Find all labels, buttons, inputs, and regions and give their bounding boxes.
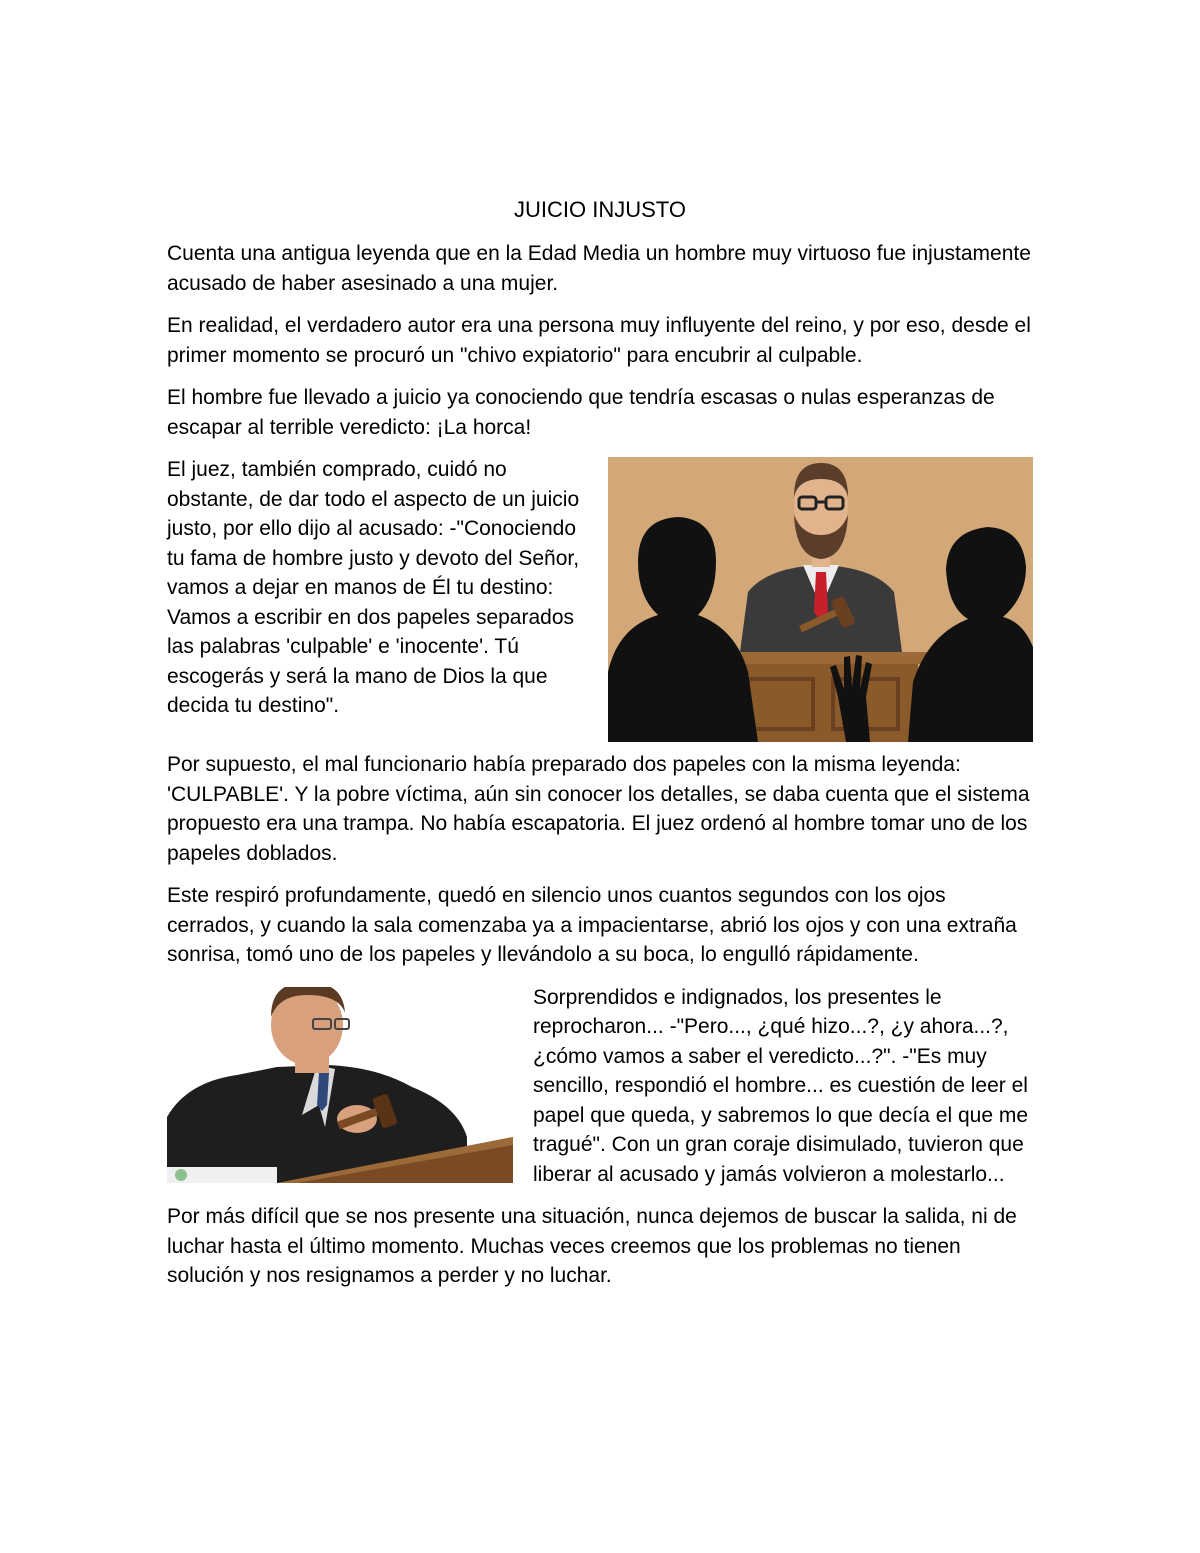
paragraph-8: Por más difícil que se nos presente una situación, nunca dejemos de buscar la salida, ni de luchar hasta el último momento. Muchas veces creemos que los problemas no tienen solución y nos resignamos a perder y no luchar. xyxy=(167,1205,1017,1287)
courtroom-illustration xyxy=(608,457,1033,742)
courtroom-illustration-icon xyxy=(608,457,1033,742)
paragraph-3: El hombre fue llevado a juicio ya conociendo que tendría escasas o nulas esperanzas de escapar al terrible veredicto: ¡La horca! xyxy=(167,386,995,439)
paragraph-4: El juez, también comprado, cuidó no obstante, de dar todo el aspecto de un juicio justo, por ello dijo al acusado: -"Conociendo tu fama de hombre justo y devoto del Señor, vamos a dejar en manos de Él tu destino: Vamos a escribir en dos papeles separados las palabras 'culpable' e 'inocente'. Tú escogerás y será la mano de Dios la que decida tu destino". xyxy=(167,458,580,717)
paragraph-7: Sorprendidos e indignados, los presentes le reprocharon... -"Pero..., ¿qué hizo...?, ¿y ahora...?, ¿cómo vamos a saber el veredicto...?". -"Es muy sencillo, respondió el hombre... es cuestión de leer el papel que queda, y sabremos lo que decía el que me tragué". Con un gran coraje disimulado, tuvieron que liberar al acusado y jamás volvieron a molestarlo... xyxy=(533,985,1029,1186)
paragraph-5: Por supuesto, el mal funcionario había preparado dos papeles con la misma leyenda: 'CULPABLE'. Y la pobre víctima, aún sin conocer los detalles, se daba cuenta que el sistema propuesto era una trampa. No había escapatoria. El juez ordenó al hombre tomar uno de los papeles doblados. xyxy=(167,753,1030,865)
document-page xyxy=(167,195,1033,1304)
paragraph-1: Cuenta una antigua leyenda que en la Edad Media un hombre muy virtuoso fue injustamente acusado de haber asesinado a una mujer. xyxy=(167,242,1031,295)
judge-illustration xyxy=(167,987,513,1183)
paragraph-2: En realidad, el verdadero autor era una persona muy influyente del reino, y por eso, desde el primer momento se procuró un "chivo expiatorio" para encubrir al culpable. xyxy=(167,314,1031,367)
paragraph-6: Este respiró profundamente, quedó en silencio unos cuantos segundos con los ojos cerrados, y cuando la sala comenzaba ya a impacientarse, abrió los ojos y con una extraña sonrisa, tomó uno de los papeles y llevándolo a su boca, lo engulló rápidamente. xyxy=(167,884,1017,966)
judge-with-gavel-icon xyxy=(167,987,513,1183)
page-title: JUICIO INJUSTO xyxy=(514,197,686,222)
